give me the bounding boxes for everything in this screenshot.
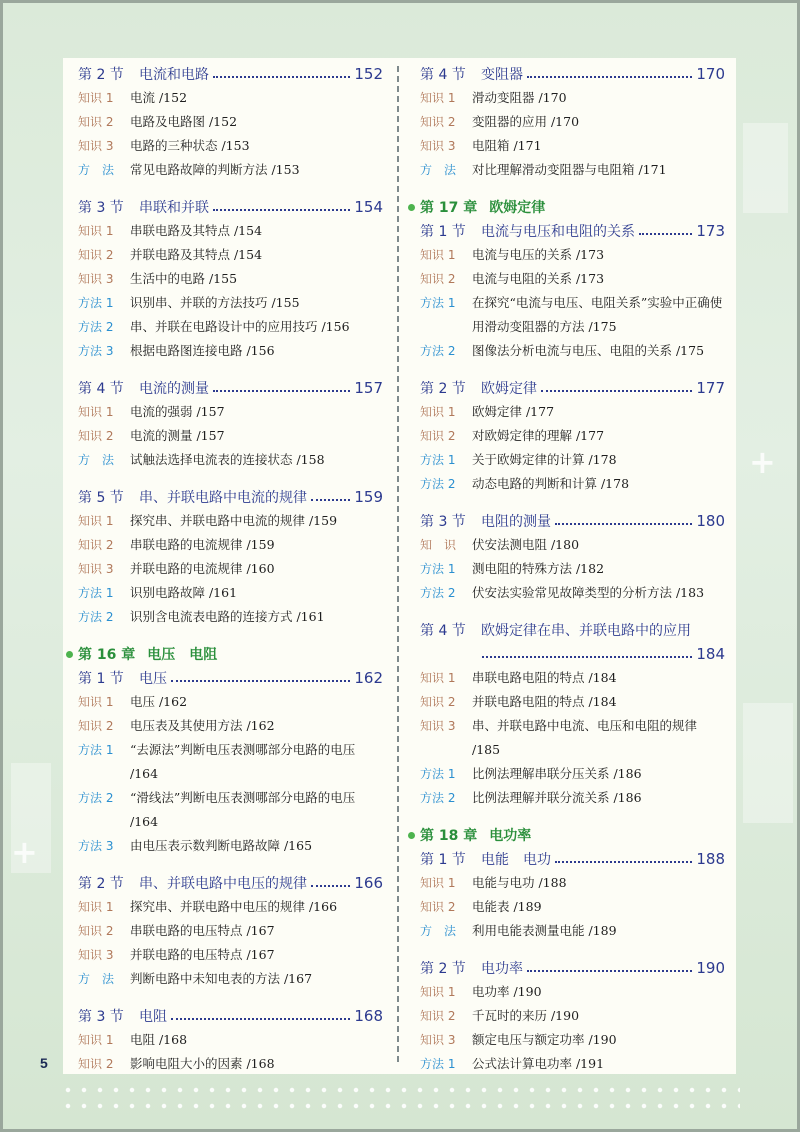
page-ref: 170 bbox=[696, 65, 725, 83]
chapter-title: 电功率 bbox=[489, 828, 532, 844]
method-tag: 方法 2 bbox=[420, 791, 456, 805]
toc-entry[interactable] bbox=[78, 291, 383, 315]
spacer bbox=[78, 363, 383, 376]
method-tag: 方法 1 bbox=[78, 296, 114, 310]
toc-entry[interactable] bbox=[420, 267, 725, 291]
entry-text: 电流与电压的关系 /173 bbox=[472, 247, 605, 262]
section-heading[interactable] bbox=[78, 1004, 383, 1028]
section-title: 串、并联电路中电流的规律 bbox=[139, 490, 307, 506]
dot-leader bbox=[311, 499, 350, 501]
entry-text: 额定电压与额定功率 /190 bbox=[472, 1032, 617, 1047]
knowledge-tag: 知识 1 bbox=[420, 671, 456, 685]
entry-text: 识别电路故障 /161 bbox=[130, 585, 238, 600]
section-title: 变阻器 bbox=[481, 67, 523, 83]
toc-entry[interactable] bbox=[420, 448, 725, 472]
spacer bbox=[78, 629, 383, 642]
entry-text: 对欧姆定律的理解 /177 bbox=[472, 428, 605, 443]
toc-entry[interactable] bbox=[420, 871, 725, 895]
entry-text: 电压表及其使用方法 /162 bbox=[130, 718, 275, 733]
toc-entry[interactable] bbox=[420, 666, 725, 690]
background-decoration bbox=[743, 123, 788, 213]
page-number: 5 bbox=[40, 1055, 48, 1071]
dot-leader bbox=[541, 390, 692, 392]
knowledge-tag: 知识 1 bbox=[78, 224, 114, 238]
entry-text: 并联电路的电流规律 /160 bbox=[130, 561, 275, 576]
toc-entry[interactable] bbox=[420, 134, 725, 158]
column-divider bbox=[397, 66, 399, 1062]
background-decoration bbox=[743, 703, 793, 823]
toc-entry[interactable] bbox=[78, 557, 383, 581]
page-ref: 159 bbox=[354, 488, 383, 506]
entry-text: 伏安法实验常见故障类型的分析方法 /183 bbox=[472, 585, 705, 600]
dot-leader bbox=[555, 861, 692, 863]
method-tag: 方法 1 bbox=[420, 767, 456, 781]
method-tag: 方法 1 bbox=[420, 296, 456, 310]
toc-entry[interactable] bbox=[420, 291, 725, 339]
toc-entry[interactable] bbox=[78, 834, 383, 858]
spacer bbox=[78, 182, 383, 195]
toc-entry[interactable] bbox=[78, 134, 383, 158]
section-number: 第 2 节 bbox=[78, 876, 124, 892]
entry-text: 滑动变阻器 /170 bbox=[472, 90, 567, 105]
section-number: 第 3 节 bbox=[420, 514, 466, 530]
entry-text: 串联电路的电压特点 /167 bbox=[130, 923, 275, 938]
page-ref: 190 bbox=[696, 959, 725, 977]
method-tag: 方 法 bbox=[420, 924, 457, 938]
chapter-title: 电压 电阻 bbox=[147, 647, 218, 663]
knowledge-tag: 知识 3 bbox=[420, 139, 456, 153]
toc-entry[interactable] bbox=[78, 690, 383, 714]
page-ref: 173 bbox=[696, 222, 725, 240]
method-tag: 方 法 bbox=[420, 163, 457, 177]
toc-entry[interactable] bbox=[420, 86, 725, 110]
page-ref: 184 bbox=[696, 645, 725, 663]
toc-entry[interactable] bbox=[420, 472, 725, 496]
entry-text: 探究串、并联电路中电流的规律 /159 bbox=[130, 513, 338, 528]
knowledge-tag: 知识 2 bbox=[420, 272, 456, 286]
page-ref: 168 bbox=[354, 1007, 383, 1025]
entry-text: 测电阻的特殊方法 /182 bbox=[472, 561, 605, 576]
section-heading[interactable] bbox=[78, 666, 383, 690]
entry-text: 生活中的电路 /155 bbox=[130, 271, 238, 286]
entry-text: 千瓦时的来历 /190 bbox=[472, 1008, 580, 1023]
knowledge-tag: 知 识 bbox=[420, 538, 457, 552]
knowledge-tag: 知识 2 bbox=[78, 719, 114, 733]
toc-entry[interactable] bbox=[420, 243, 725, 267]
knowledge-tag: 知识 1 bbox=[420, 91, 456, 105]
entry-text: 由电压表示数判断电路故障 /165 bbox=[130, 838, 313, 853]
dot-leader bbox=[527, 76, 692, 78]
method-tag: 方法 2 bbox=[78, 791, 114, 805]
toc-entry[interactable] bbox=[78, 448, 383, 472]
spacer bbox=[78, 991, 383, 1004]
section-title: 电压 bbox=[139, 671, 167, 687]
section-heading[interactable] bbox=[78, 871, 383, 895]
knowledge-tag: 知识 3 bbox=[78, 562, 114, 576]
entry-text: 利用电能表测量电能 /189 bbox=[472, 923, 617, 938]
section-heading[interactable] bbox=[420, 847, 725, 871]
entry-text: 电路及电路图 /152 bbox=[130, 114, 238, 129]
entry-text: 欧姆定律 /177 bbox=[472, 404, 555, 419]
toc-entry[interactable] bbox=[78, 943, 383, 967]
toc-entry[interactable] bbox=[78, 219, 383, 243]
entry-text: 串联电路电阻的特点 /184 bbox=[472, 670, 617, 685]
knowledge-tag: 知识 1 bbox=[78, 1033, 114, 1047]
entry-text: 比例法理解并联分流关系 /186 bbox=[472, 790, 642, 805]
dot-leader bbox=[213, 390, 350, 392]
section-title: 电阻 bbox=[139, 1009, 167, 1025]
knowledge-tag: 知识 3 bbox=[78, 948, 114, 962]
section-heading[interactable] bbox=[78, 485, 383, 509]
knowledge-tag: 知识 2 bbox=[420, 900, 456, 914]
toc-entry[interactable] bbox=[420, 1004, 725, 1028]
method-tag: 方法 2 bbox=[420, 344, 456, 358]
entry-text: 探究串、并联电路中电压的规律 /166 bbox=[130, 899, 338, 914]
dot-leader bbox=[639, 233, 692, 235]
knowledge-tag: 知识 1 bbox=[78, 695, 114, 709]
dot-leader bbox=[171, 1018, 350, 1020]
toc-entry[interactable] bbox=[78, 267, 383, 291]
section-number: 第 5 节 bbox=[78, 490, 124, 506]
method-tag: 方法 1 bbox=[78, 586, 114, 600]
toc-entry[interactable] bbox=[420, 762, 725, 786]
knowledge-tag: 知识 2 bbox=[78, 924, 114, 938]
spacer bbox=[420, 182, 725, 195]
page-ref: 154 bbox=[354, 198, 383, 216]
knowledge-tag: 知识 2 bbox=[420, 429, 456, 443]
dot-leader bbox=[555, 523, 692, 525]
method-tag: 方法 1 bbox=[78, 743, 114, 757]
entry-text: 并联电路电阻的特点 /184 bbox=[472, 694, 617, 709]
section-number: 第 4 节 bbox=[420, 623, 466, 639]
entry-text: 串联电路的电流规律 /159 bbox=[130, 537, 275, 552]
knowledge-tag: 知识 2 bbox=[78, 248, 114, 262]
section-number: 第 1 节 bbox=[78, 671, 124, 687]
toc-entry[interactable] bbox=[78, 919, 383, 943]
method-tag: 方法 1 bbox=[420, 1057, 456, 1071]
section-title: 串联和并联 bbox=[139, 200, 209, 216]
knowledge-tag: 知识 2 bbox=[420, 1009, 456, 1023]
section-heading[interactable] bbox=[420, 62, 725, 86]
section-heading[interactable] bbox=[420, 618, 725, 642]
chapter-heading[interactable] bbox=[420, 823, 725, 847]
method-tag: 方法 2 bbox=[420, 586, 456, 600]
entry-text: 判断电路中未知电表的方法 /167 bbox=[130, 971, 313, 986]
spacer bbox=[420, 810, 725, 823]
toc-entry[interactable] bbox=[78, 509, 383, 533]
entry-text: 串、并联电路中电流、电压和电阻的规律 /185 bbox=[472, 718, 698, 757]
knowledge-tag: 知识 1 bbox=[78, 900, 114, 914]
toc-entry[interactable] bbox=[78, 533, 383, 557]
toc-entry[interactable] bbox=[420, 533, 725, 557]
section-heading-continuation bbox=[420, 642, 725, 666]
toc-entry[interactable] bbox=[78, 738, 383, 786]
knowledge-tag: 知识 3 bbox=[420, 719, 456, 733]
entry-text: 关于欧姆定律的计算 /178 bbox=[472, 452, 617, 467]
bullet-icon bbox=[408, 204, 415, 211]
entry-text: 伏安法测电阻 /180 bbox=[472, 537, 580, 552]
section-heading[interactable] bbox=[420, 376, 725, 400]
toc-entry[interactable] bbox=[78, 339, 383, 363]
toc-entry[interactable] bbox=[420, 786, 725, 810]
entry-text: 动态电路的判断和计算 /178 bbox=[472, 476, 630, 491]
section-number: 第 3 节 bbox=[78, 1009, 124, 1025]
chapter-heading[interactable] bbox=[78, 642, 383, 666]
toc-entry[interactable] bbox=[420, 581, 725, 605]
section-heading[interactable] bbox=[420, 509, 725, 533]
section-heading[interactable] bbox=[420, 219, 725, 243]
spacer bbox=[420, 496, 725, 509]
plus-decoration-icon: + bbox=[11, 833, 38, 871]
toc-entry[interactable] bbox=[78, 895, 383, 919]
knowledge-tag: 知识 1 bbox=[78, 514, 114, 528]
section-title: 电功率 bbox=[481, 961, 523, 977]
entry-text: 电能表 /189 bbox=[472, 899, 542, 914]
chapter-number: 第 16 章 bbox=[78, 647, 136, 663]
toc-entry[interactable] bbox=[78, 714, 383, 738]
dot-leader bbox=[213, 209, 350, 211]
section-title: 电阻的测量 bbox=[481, 514, 551, 530]
toc-entry[interactable] bbox=[420, 158, 725, 182]
bullet-icon bbox=[66, 651, 73, 658]
section-number: 第 2 节 bbox=[420, 381, 466, 397]
method-tag: 方法 2 bbox=[420, 477, 456, 491]
page-ref: 157 bbox=[354, 379, 383, 397]
toc-entry[interactable] bbox=[78, 243, 383, 267]
page-ref: 180 bbox=[696, 512, 725, 530]
dot-leader bbox=[213, 76, 350, 78]
chapter-title: 欧姆定律 bbox=[489, 200, 546, 216]
entry-text: 电阻 /168 bbox=[130, 1032, 188, 1047]
toc-entry[interactable] bbox=[420, 980, 725, 1004]
dot-leader bbox=[171, 680, 350, 682]
entry-text: 常见电路故障的判断方法 /153 bbox=[130, 162, 300, 177]
page-ref: 152 bbox=[354, 65, 383, 83]
knowledge-tag: 知识 1 bbox=[420, 405, 456, 419]
entry-text: 串联电路及其特点 /154 bbox=[130, 223, 263, 238]
spacer bbox=[420, 943, 725, 956]
knowledge-tag: 知识 2 bbox=[78, 115, 114, 129]
chapter-number: 第 17 章 bbox=[420, 200, 478, 216]
section-title: 欧姆定律 bbox=[481, 381, 537, 397]
section-number: 第 2 节 bbox=[78, 67, 124, 83]
entry-text: 在探究“电流与电压、电阻关系”实验中正确使用滑动变阻器的方法 /175 bbox=[472, 295, 723, 334]
knowledge-tag: 知识 2 bbox=[78, 1057, 114, 1071]
entry-text: 并联电路及其特点 /154 bbox=[130, 247, 263, 262]
knowledge-tag: 知识 2 bbox=[420, 695, 456, 709]
knowledge-tag: 知识 3 bbox=[420, 1033, 456, 1047]
knowledge-tag: 知识 3 bbox=[78, 272, 114, 286]
toc-entry[interactable] bbox=[78, 86, 383, 110]
knowledge-tag: 知识 2 bbox=[420, 115, 456, 129]
method-tag: 方法 2 bbox=[78, 610, 114, 624]
toc-entry[interactable] bbox=[420, 1028, 725, 1052]
section-number: 第 2 节 bbox=[420, 961, 466, 977]
dot-leader bbox=[482, 656, 692, 658]
section-title: 电能 电功 bbox=[481, 852, 551, 868]
section-number: 第 4 节 bbox=[78, 381, 124, 397]
toc-entry[interactable] bbox=[420, 895, 725, 919]
knowledge-tag: 知识 1 bbox=[420, 248, 456, 262]
spacer bbox=[78, 858, 383, 871]
toc-entry[interactable] bbox=[420, 714, 725, 762]
toc-entry[interactable] bbox=[78, 581, 383, 605]
entry-text: 变阻器的应用 /170 bbox=[472, 114, 580, 129]
method-tag: 方法 3 bbox=[78, 839, 114, 853]
section-title: 串、并联电路中电压的规律 bbox=[139, 876, 307, 892]
entry-text: “去源法”判断电压表测哪部分电路的电压 /164 bbox=[130, 742, 356, 781]
entry-text: 电能与电功 /188 bbox=[472, 875, 567, 890]
entry-text: 电阻箱 /171 bbox=[472, 138, 542, 153]
knowledge-tag: 知识 1 bbox=[420, 985, 456, 999]
bullet-icon bbox=[408, 832, 415, 839]
toc-entry[interactable] bbox=[78, 786, 383, 834]
section-title: 欧姆定律在串、并联电路中的应用 bbox=[481, 623, 691, 639]
knowledge-tag: 知识 1 bbox=[420, 876, 456, 890]
knowledge-tag: 知识 3 bbox=[78, 139, 114, 153]
section-title: 电流与电压和电阻的关系 bbox=[481, 224, 635, 240]
toc-entry[interactable] bbox=[420, 110, 725, 134]
toc-entry[interactable] bbox=[420, 424, 725, 448]
entry-text: 公式法计算电功率 /191 bbox=[472, 1056, 605, 1071]
entry-text: 电流 /152 bbox=[130, 90, 188, 105]
toc-entry[interactable] bbox=[78, 400, 383, 424]
section-heading[interactable] bbox=[78, 376, 383, 400]
entry-text: 电功率 /190 bbox=[472, 984, 542, 999]
knowledge-tag: 知识 2 bbox=[78, 429, 114, 443]
section-heading[interactable] bbox=[78, 62, 383, 86]
toc-entry[interactable] bbox=[420, 690, 725, 714]
page-ref: 162 bbox=[354, 669, 383, 687]
entry-text: 电流的强弱 /157 bbox=[130, 404, 225, 419]
toc-right-column bbox=[420, 62, 725, 1076]
plus-decoration-icon: + bbox=[749, 443, 776, 481]
section-number: 第 1 节 bbox=[420, 852, 466, 868]
page-ref: 177 bbox=[696, 379, 725, 397]
method-tag: 方 法 bbox=[78, 453, 115, 467]
entry-text: 比例法理解串联分压关系 /186 bbox=[472, 766, 642, 781]
toc-entry[interactable] bbox=[420, 557, 725, 581]
section-heading[interactable] bbox=[78, 195, 383, 219]
entry-text: 对比理解滑动变阻器与电阻箱 /171 bbox=[472, 162, 667, 177]
section-number: 第 3 节 bbox=[78, 200, 124, 216]
toc-entry[interactable] bbox=[420, 400, 725, 424]
method-tag: 方 法 bbox=[78, 972, 115, 986]
entry-text: 电压 /162 bbox=[130, 694, 188, 709]
entry-text: 串、并联在电路设计中的应用技巧 /156 bbox=[130, 319, 350, 334]
chapter-heading[interactable] bbox=[420, 195, 725, 219]
entry-text: 图像法分析电流与电压、电阻的关系 /175 bbox=[472, 343, 705, 358]
entry-text: 识别串、并联的方法技巧 /155 bbox=[130, 295, 300, 310]
toc-entry[interactable] bbox=[78, 424, 383, 448]
toc-entry[interactable] bbox=[420, 339, 725, 363]
entry-text: 电流的测量 /157 bbox=[130, 428, 225, 443]
method-tag: 方法 2 bbox=[78, 320, 114, 334]
spacer bbox=[78, 472, 383, 485]
method-tag: 方法 1 bbox=[420, 453, 456, 467]
knowledge-tag: 知识 1 bbox=[78, 91, 114, 105]
section-title: 电流的测量 bbox=[139, 381, 209, 397]
dot-leader bbox=[527, 970, 692, 972]
toc-entry[interactable] bbox=[78, 605, 383, 629]
method-tag: 方法 1 bbox=[420, 562, 456, 576]
section-heading[interactable] bbox=[420, 956, 725, 980]
toc-entry[interactable] bbox=[78, 158, 383, 182]
knowledge-tag: 知识 2 bbox=[78, 538, 114, 552]
entry-text: 识别含电流表电路的连接方式 /161 bbox=[130, 609, 325, 624]
method-tag: 方 法 bbox=[78, 163, 115, 177]
spacer bbox=[420, 605, 725, 618]
toc-left-column bbox=[78, 62, 383, 1076]
knowledge-tag: 知识 1 bbox=[78, 405, 114, 419]
toc-entry[interactable] bbox=[78, 1028, 383, 1052]
entry-text: 并联电路的电压特点 /167 bbox=[130, 947, 275, 962]
entry-text: 影响电阻大小的因素 /168 bbox=[130, 1056, 275, 1071]
toc-entry[interactable] bbox=[420, 919, 725, 943]
toc-entry[interactable] bbox=[78, 1052, 383, 1076]
page-ref: 188 bbox=[696, 850, 725, 868]
toc-entry[interactable] bbox=[78, 110, 383, 134]
chapter-number: 第 18 章 bbox=[420, 828, 478, 844]
page-ref: 166 bbox=[354, 874, 383, 892]
method-tag: 方法 3 bbox=[78, 344, 114, 358]
toc-entry[interactable] bbox=[78, 967, 383, 991]
bottom-dot-decoration bbox=[60, 1082, 740, 1114]
section-number: 第 4 节 bbox=[420, 67, 466, 83]
entry-text: 电流与电阻的关系 /173 bbox=[472, 271, 605, 286]
entry-text: 根据电路图连接电路 /156 bbox=[130, 343, 275, 358]
toc-entry[interactable] bbox=[420, 1052, 725, 1076]
spacer bbox=[420, 363, 725, 376]
dot-leader bbox=[311, 885, 350, 887]
section-title: 电流和电路 bbox=[139, 67, 209, 83]
section-number: 第 1 节 bbox=[420, 224, 466, 240]
entry-text: 试触法选择电流表的连接状态 /158 bbox=[130, 452, 325, 467]
entry-text: “滑线法”判断电压表测哪部分电路的电压 /164 bbox=[130, 790, 356, 829]
entry-text: 电路的三种状态 /153 bbox=[130, 138, 250, 153]
toc-entry[interactable] bbox=[78, 315, 383, 339]
